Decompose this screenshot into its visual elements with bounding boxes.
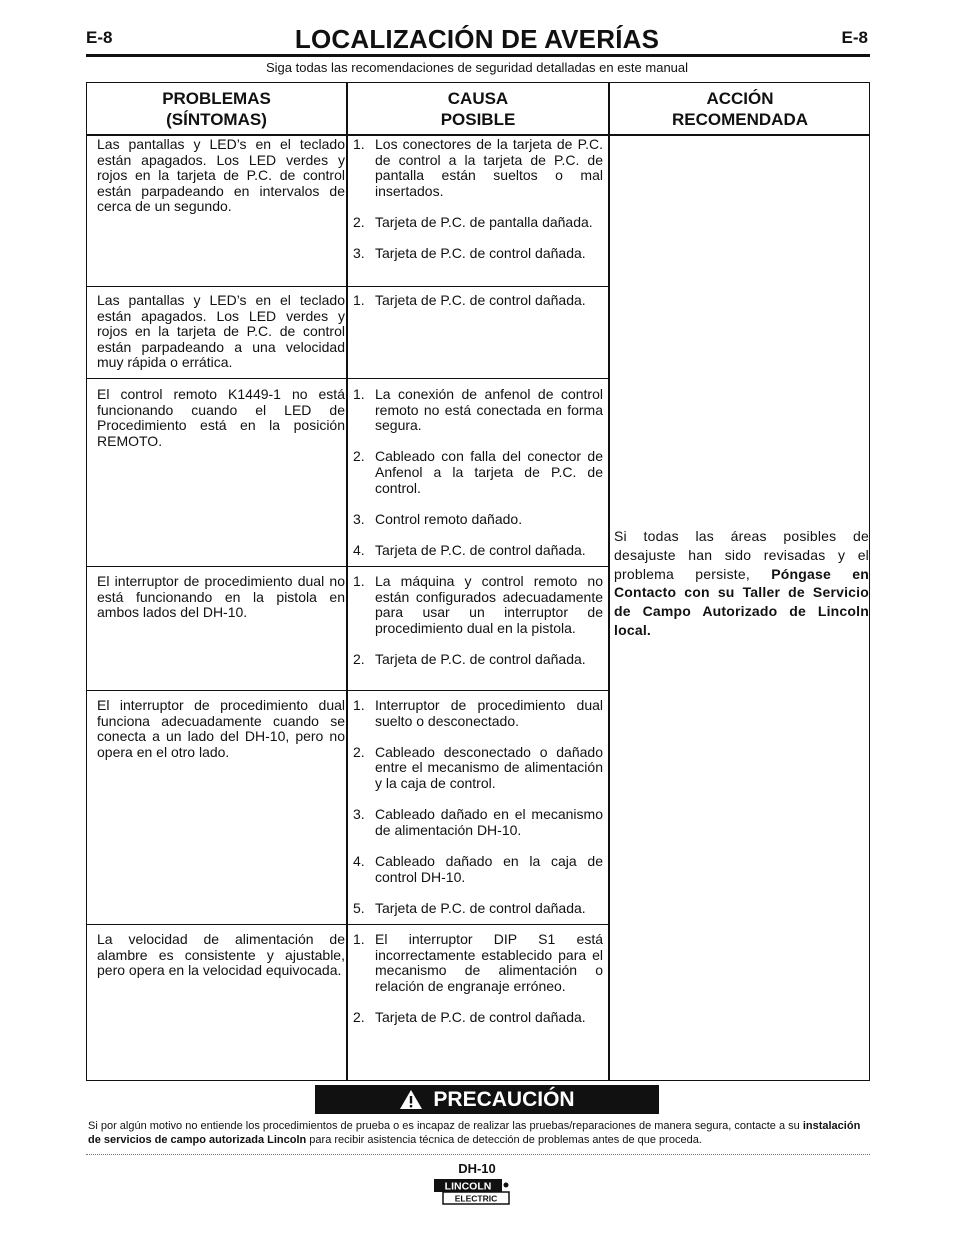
troubleshooting-table: [86, 82, 870, 1081]
cause-item: 5. Tarjeta de P.C. de control dañada.: [353, 899, 586, 916]
page-title: LOCALIZACIÓN DE AVERÍAS: [294, 24, 660, 54]
problem-2: Las pantallas y LED’s en el teclado están apagados. Los LED verdes y rojos en la tarjeta de P.C. de control están parpadeando a una velocidad muy rápida o errática.: [97, 292, 345, 371]
cause-item: 3. Cableado dañado en el mecanismo de alimentación DH-10.: [353, 806, 603, 838]
caution-text: Si por algún motivo no entiende los procedimientos de prueba o es incapaz de realizar las pruebas/reparaciones de manera segura, contacte a su instalación de servicios de campo autorizada Lincoln para recibir asistencia técnica de detección de problemas antes de que proceda.: [88, 1120, 861, 1146]
warning-triangle-icon: [399, 1089, 423, 1110]
recommended-action: Si todas las áreas posibles de desajuste han sido revisadas y el problema persiste, Póngase en Contacto con su Taller de Servicio de Campo Autorizado de Lincoln local.: [614, 528, 869, 638]
cause-item: 1. El interruptor DIP S1 está incorrectamente establecido para el mecanismo de alimentación o relación de engranaje erróneo.: [353, 931, 603, 994]
column-rule: [608, 83, 610, 1080]
problem-5: El interruptor de procedimiento dual funciona adecuadamente cuando se conecta a un lado del DH-10, pero no opera en el otro lado.: [97, 697, 345, 760]
causes-5: [353, 698, 603, 916]
caution-bold-text: instalación de servicios de campo autorizada Lincoln: [88, 1120, 861, 1146]
svg-text:LINCOLN: LINCOLN: [444, 1180, 492, 1193]
problem-4: El interruptor de procedimiento dual no está funcionando en la pistola en ambos lados del DH-10.: [97, 573, 345, 621]
caution-banner: [315, 1085, 659, 1114]
cause-item: 2. Tarjeta de P.C. de pantalla dañada.: [353, 213, 593, 230]
page-code-left: E-8: [86, 28, 113, 47]
row-rule: [348, 378, 608, 379]
row-rule: [87, 378, 346, 379]
cause-item: 1. La máquina y control remoto no están configurados adecuadamente para usar un interruptor de procedimiento dual en la pistola.: [353, 573, 603, 636]
causes-2: [353, 293, 603, 309]
cause-item: 2. Cableado desconectado o dañado entre el mecanismo de alimentación y la caja de control.: [353, 743, 603, 791]
cause-item: 2. Tarjeta de P.C. de control dañada.: [353, 1008, 586, 1025]
problem-6: La velocidad de alimentación de alambre es consistente y ajustable, pero opera en la velocidad equivocada.: [97, 931, 345, 979]
row-rule: [348, 286, 608, 287]
header-problems: PROBLEMAS (SÍNTOMAS): [162, 88, 271, 129]
causes-1: [353, 137, 603, 262]
cause-item: 3. Tarjeta de P.C. de control dañada.: [353, 245, 586, 262]
safety-subtitle: Siga todas las recomendaciones de seguridad detalladas en este manual: [265, 60, 689, 75]
caution-label: PRECAUCIÓN: [433, 1087, 575, 1111]
problem-3: El control remoto K1449-1 no está funcionando cuando el LED de Procedimiento está en la posición REMOTO.: [97, 386, 345, 449]
svg-text:ELECTRIC: ELECTRIC: [454, 1193, 498, 1204]
row-rule: [87, 690, 346, 691]
cause-item: 4. Tarjeta de P.C. de control dañada.: [353, 541, 586, 558]
causes-6: [353, 932, 603, 1026]
title-rule: [86, 54, 870, 57]
column-rule: [346, 83, 348, 1080]
cause-item: 1. La conexión de anfenol de control remoto no está conectada en forma segura.: [353, 386, 603, 434]
cause-item: 4. Cableado dañado en la caja de control DH-10.: [353, 852, 603, 885]
model-number: DH-10: [458, 1161, 496, 1176]
cause-item: 1. Interruptor de procedimiento dual suelto o desconectado.: [353, 697, 603, 729]
row-rule: [87, 924, 346, 925]
cause-item: 3. Control remoto dañado.: [353, 510, 523, 527]
row-rule: [348, 924, 608, 925]
causes-4: [353, 574, 603, 668]
row-rule: [87, 286, 346, 287]
action-bold-text: Póngase en Contacto con su Taller de Servicio de Campo Autorizado de Lincoln local.: [614, 565, 869, 638]
problem-1: Las pantallas y LED’s en el teclado están apagados. Los LED verdes y rojos en la tarjeta de P.C. de control están parpadeando en intervalos de cerca de un segundo.: [97, 136, 345, 215]
page-code-right: E-8: [841, 28, 868, 47]
cause-item: 2. Tarjeta de P.C. de control dañada.: [353, 650, 586, 667]
header-causes: CAUSA POSIBLE: [440, 88, 516, 129]
lincoln-electric-logo: [433, 1177, 511, 1207]
cause-item: 1. Tarjeta de P.C. de control dañada.: [353, 292, 586, 308]
cause-item: 1. Los conectores de la tarjeta de P.C. de control a la tarjeta de P.C. de pantalla están sueltos o mal insertados.: [353, 136, 603, 199]
cause-item: 2. Cableado con falla del conector de Anfenol a la tarjeta de P.C. de control.: [353, 448, 603, 496]
row-rule: [87, 566, 346, 567]
header-action: ACCIÓN RECOMENDADA: [672, 88, 808, 129]
row-rule: [348, 566, 608, 567]
causes-3: [353, 387, 603, 559]
row-rule: [348, 690, 608, 691]
footer-divider: [86, 1154, 870, 1155]
